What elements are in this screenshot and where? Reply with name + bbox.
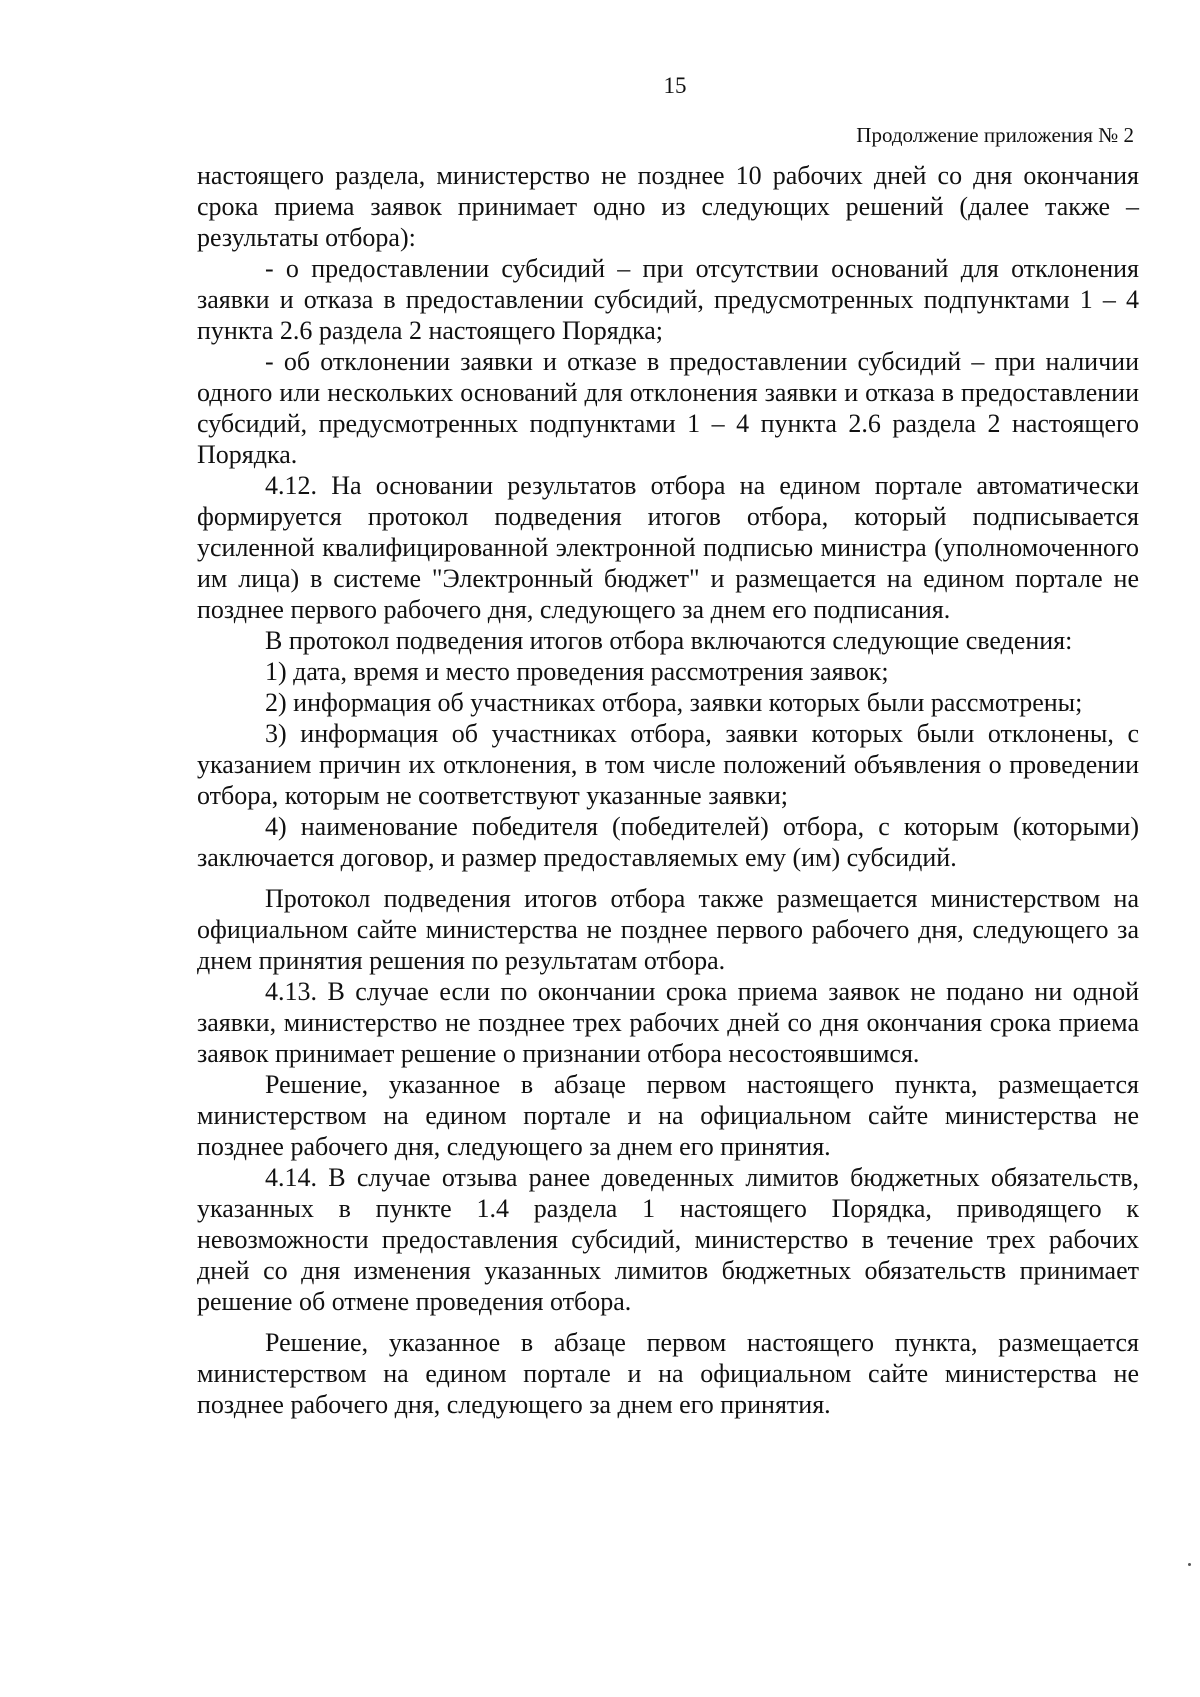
document-body bbox=[197, 160, 1139, 1420]
paragraph: 4.13. В случае если по окончании срока приема заявок не подано ни одной заявки, министерство не позднее трех рабочих дней со дня окончания срока приема заявок принимает решение о признании отбора несостоявшимся. bbox=[197, 977, 1139, 1068]
page-number: 15 bbox=[663, 73, 687, 98]
list-item: 2) информация об участниках отбора, заявки которых были рассмотрены; bbox=[265, 688, 1083, 717]
list-item: 4) наименование победителя (победителей) отбора, с которым (которыми) заключается договор, и размер предоставляемых ему (им) субсидий. bbox=[197, 812, 1139, 872]
list-item: 1) дата, время и место проведения рассмотрения заявок; bbox=[265, 657, 889, 686]
paragraph: настоящего раздела, министерство не позднее 10 рабочих дней со дня окончания срока приема заявок принимает одно из следующих решений (далее также – результаты отбора): bbox=[197, 161, 1139, 252]
paragraph: - о предоставлении субсидий – при отсутствии оснований для отклонения заявки и отказа в предоставлении субсидий, предусмотренных подпунктами 1 – 4 пункта 2.6 раздела 2 настоящего Порядка; bbox=[197, 254, 1139, 345]
paragraph: Протокол подведения итогов отбора также размещается министерством на официальном сайте министерства не позднее первого рабочего дня, следующего за днем принятия решения по результатам отбора. bbox=[197, 884, 1139, 975]
paragraph: 4.12. На основании результатов отбора на едином портале автоматически формируется протокол подведения итогов отбора, который подписывается усиленной квалифицированной электронной подписью министра (уполномоченного им лица) в системе "Электронный бюджет" и размещается на едином портале не позднее первого рабочего дня, следующего за днем его подписания. bbox=[197, 471, 1139, 624]
paragraph: 4.14. В случае отзыва ранее доведенных лимитов бюджетных обязательств, указанных в пункте 1.4 раздела 1 настоящего Порядка, приводящего к невозможности предоставления субсидий, министерство в течение трех рабочих дней со дня изменения указанных лимитов бюджетных обязательств принимает решение об отмене проведения отбора. bbox=[197, 1163, 1139, 1316]
paragraph: Решение, указанное в абзаце первом настоящего пункта, размещается министерством на едином портале и на официальном сайте министерства не позднее рабочего дня, следующего за днем его принятия. bbox=[197, 1070, 1139, 1161]
appendix-note: Продолжение приложения № 2 bbox=[856, 123, 1134, 147]
paragraph: - об отклонении заявки и отказе в предоставлении субсидий – при наличии одного или нескольких оснований для отклонения заявки и отказа в предоставлении субсидий, предусмотренных подпунктами 1 – 4 пункта 2.6 раздела 2 настоящего Порядка. bbox=[197, 347, 1139, 469]
paragraph: Решение, указанное в абзаце первом настоящего пункта, размещается министерством на едином портале и на официальном сайте министерства не позднее рабочего дня, следующего за днем его принятия. bbox=[197, 1328, 1139, 1419]
paragraph: В протокол подведения итогов отбора включаются следующие сведения: bbox=[265, 626, 1073, 655]
list-item: 3) информация об участниках отбора, заявки которых были отклонены, с указанием причин их отклонения, в том числе положений объявления о проведении отбора, которым не соответствуют указанные заявки; bbox=[197, 719, 1139, 810]
scan-speck bbox=[1188, 1563, 1191, 1566]
